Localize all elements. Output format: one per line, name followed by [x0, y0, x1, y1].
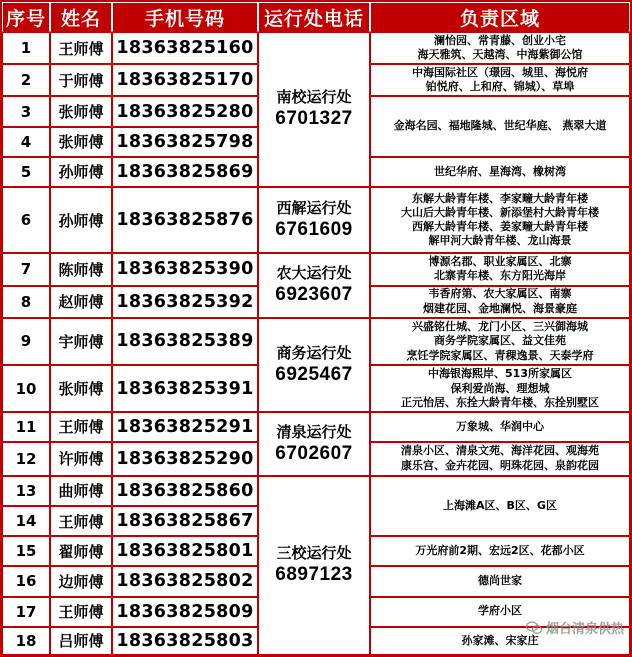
staff-name: 许师傅 — [50, 442, 112, 476]
area-line: 学府小区 — [478, 604, 522, 618]
table-row — [2, 32, 630, 64]
row-number: 1 — [2, 32, 50, 64]
staff-name: 王师傅 — [50, 506, 112, 536]
mobile-number: 18363825798 — [112, 127, 258, 157]
area-line: 西解大龄青年楼、姜家疃大龄青年楼 — [412, 220, 588, 234]
area-line: 解甲河大龄青年楼、龙山海景 — [428, 234, 572, 248]
staff-name: 宇师傅 — [50, 318, 112, 365]
row-number: 8 — [2, 286, 50, 318]
area-cell — [370, 96, 630, 156]
area-cell — [370, 64, 630, 96]
area-line: 大山后大龄青年楼、新添堡村大龄青年楼 — [401, 205, 599, 219]
mobile-number: 18363825869 — [112, 157, 258, 187]
office-phone: 6925467 — [275, 363, 353, 385]
mobile-number: 18363825391 — [112, 365, 258, 412]
area-cell — [370, 412, 630, 441]
area-line: 中海银海熙岸、513所家属区 — [428, 367, 572, 381]
staff-name: 王师傅 — [50, 412, 112, 441]
header-office: 运行处电话 — [258, 2, 370, 32]
office-phone: 6702607 — [275, 442, 353, 464]
staff-name: 于师傅 — [50, 64, 112, 96]
staff-name: 王师傅 — [50, 32, 112, 64]
area-cell — [370, 597, 630, 627]
table-row — [2, 187, 630, 253]
office-cell — [258, 187, 370, 253]
mobile-number: 18363825389 — [112, 318, 258, 365]
staff-name: 孙师傅 — [50, 187, 112, 253]
row-number: 16 — [2, 566, 50, 596]
row-number: 10 — [2, 365, 50, 412]
row-number: 3 — [2, 96, 50, 126]
table-row — [2, 476, 630, 506]
area-cell — [370, 365, 630, 412]
area-line: 万光府前2期、宏远2区、花都小区 — [415, 544, 585, 558]
area-line: 烹饪学院家属区、青稞逸景、天泰学府 — [406, 348, 594, 362]
area-line: 兴盛铭仕城、龙门小区、三兴御海城 — [412, 320, 588, 333]
table-row — [2, 318, 630, 365]
area-cell — [370, 318, 630, 365]
area-line: 金海名园、福地隆城、世纪华庭、 燕翠大道 — [393, 119, 607, 133]
area-line: 澜怡园、常青藤、创业小宅 — [434, 33, 566, 47]
table-row — [2, 253, 630, 285]
mobile-number: 18363825809 — [112, 597, 258, 627]
office-name: 清泉运行处 — [276, 422, 352, 441]
office-phone: 6897123 — [275, 563, 353, 585]
table-row — [2, 412, 630, 441]
staff-name: 赵师傅 — [50, 286, 112, 318]
area-line: 博源名郡、职业家属区、北寨 — [428, 255, 572, 269]
area-line: 上海滩A区、B区、G区 — [443, 498, 557, 512]
row-number: 11 — [2, 412, 50, 441]
area-line: 韦香府第、农大家属区、南寨 — [428, 287, 572, 301]
mobile-number: 18363825876 — [112, 187, 258, 253]
area-line: 清泉小区、清泉文苑、海洋花园、观海苑 — [401, 444, 599, 458]
mobile-number: 18363825801 — [112, 536, 258, 566]
staff-name: 张师傅 — [50, 96, 112, 126]
area-cell — [370, 627, 630, 655]
office-name: 南校运行处 — [276, 88, 352, 107]
staff-name: 吕师傅 — [50, 627, 112, 655]
area-line: 铂悦府、上和府、锦城）、草埠 — [425, 80, 575, 94]
mobile-number: 18363825170 — [112, 64, 258, 96]
header-area: 负责区域 — [370, 2, 630, 32]
mobile-number: 18363825867 — [112, 506, 258, 536]
office-name: 商务运行处 — [276, 343, 352, 362]
office-name: 三校运行处 — [276, 544, 352, 563]
mobile-number: 18363825860 — [112, 476, 258, 506]
mobile-number: 18363825803 — [112, 627, 258, 655]
row-number: 2 — [2, 64, 50, 96]
row-number: 13 — [2, 476, 50, 506]
area-cell — [370, 286, 630, 318]
office-cell — [258, 412, 370, 475]
row-number: 4 — [2, 127, 50, 157]
row-number: 9 — [2, 318, 50, 365]
staff-name: 张师傅 — [50, 127, 112, 157]
watermark-text: 烟台清泉供热 — [545, 622, 624, 637]
mobile-number: 18363825280 — [112, 96, 258, 126]
area-line: 东解大龄青年楼、李家疃大龄青年楼 — [412, 191, 588, 205]
area-line: 孙家滩、宋家庄 — [461, 633, 539, 647]
header-phone: 手机号码 — [112, 2, 258, 32]
area-cell — [370, 187, 630, 253]
area-line: 烟建花园、金地澜悦、海景豪庭 — [423, 301, 577, 315]
mobile-number: 18363825392 — [112, 286, 258, 318]
area-line: 万象城、华润中心 — [456, 419, 544, 433]
office-phone: 6701327 — [275, 107, 353, 129]
row-number: 17 — [2, 597, 50, 627]
office-phone: 6923607 — [275, 284, 353, 306]
row-number: 15 — [2, 536, 50, 566]
area-line: 商务学院家属区、益文佳苑 — [434, 334, 566, 348]
mobile-number: 18363825390 — [112, 253, 258, 285]
office-name: 农大运行处 — [276, 264, 352, 283]
mobile-number: 18363825160 — [112, 32, 258, 64]
staff-name: 孙师傅 — [50, 157, 112, 187]
staff-name: 曲师傅 — [50, 476, 112, 506]
staff-name: 边师傅 — [50, 566, 112, 596]
row-number: 14 — [2, 506, 50, 536]
mobile-number: 18363825291 — [112, 412, 258, 441]
area-cell — [370, 442, 630, 476]
office-phone: 6761609 — [275, 218, 353, 240]
mobile-number: 18363825802 — [112, 566, 258, 596]
area-cell — [370, 536, 630, 566]
area-line: 北寨青年楼、东方阳光海岸 — [434, 269, 566, 283]
area-line: 正元怡居、东拴大龄青年楼、东拴别墅区 — [401, 395, 599, 409]
office-cell — [258, 318, 370, 413]
area-cell — [370, 157, 630, 187]
area-line: 德尚世家 — [478, 574, 522, 588]
office-cell — [258, 253, 370, 317]
row-number: 12 — [2, 442, 50, 476]
area-line: 中海国际社区（璟园、城里、海悦府 — [412, 66, 588, 79]
office-cell — [258, 32, 370, 187]
area-cell — [370, 253, 630, 285]
header-row — [2, 2, 630, 32]
header-name: 姓名 — [50, 2, 112, 32]
area-cell — [370, 566, 630, 596]
row-number: 6 — [2, 187, 50, 253]
area-line: 保利爱尚海、理想城 — [450, 381, 550, 395]
staff-name: 陈师傅 — [50, 253, 112, 285]
area-line: 康乐宫、金卉花园、明珠花园、泉韵花园 — [401, 458, 599, 472]
office-name: 西解运行处 — [276, 198, 352, 217]
staff-name: 王师傅 — [50, 597, 112, 627]
row-number: 18 — [2, 627, 50, 655]
header-no: 序号 — [2, 2, 50, 32]
area-line: 海天雅筑、天越湾、中海紫御公馆 — [417, 48, 583, 62]
staff-name: 张师傅 — [50, 365, 112, 412]
row-number: 7 — [2, 253, 50, 285]
area-cell — [370, 476, 630, 536]
staff-name: 翟师傅 — [50, 536, 112, 566]
mobile-number: 18363825290 — [112, 442, 258, 476]
area-cell — [370, 32, 630, 64]
row-number: 5 — [2, 157, 50, 187]
office-cell — [258, 476, 370, 655]
area-line: 世纪华府、星海湾、橡树湾 — [434, 164, 566, 178]
